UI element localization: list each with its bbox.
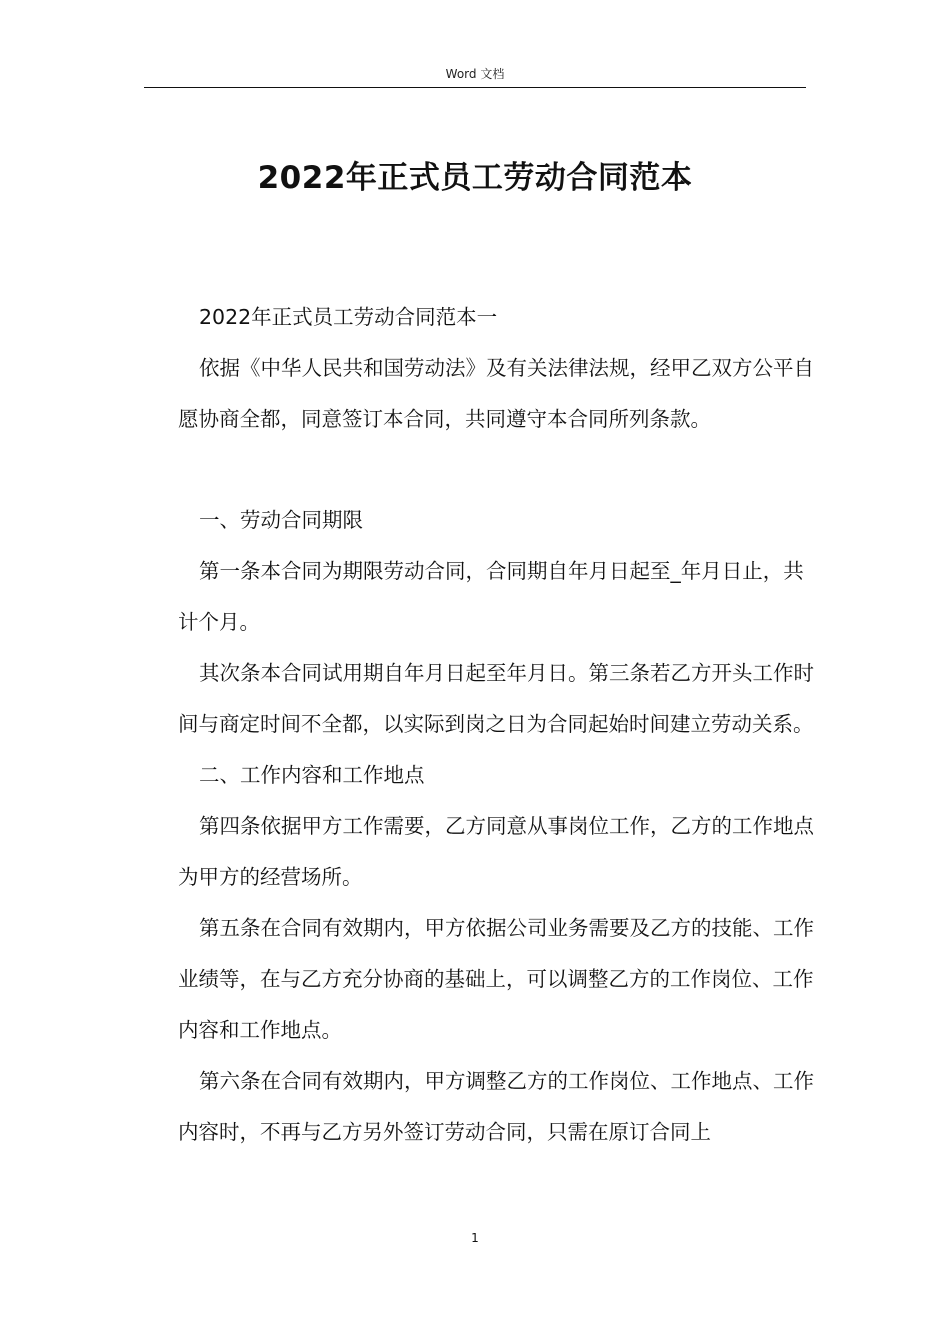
paragraph-article-4: 第四条依据甲方工作需要，乙方同意从事岗位工作，乙方的工作地点为甲方的经营场所。 (178, 814, 814, 889)
document-title: 2022年正式员工劳动合同范本 (257, 160, 693, 196)
paragraph-preamble: 依据《中华人民共和国劳动法》及有关法律法规，经甲乙双方公平自愿协商全都，同意签订本合同，共同遵守本合同所列条款。 (178, 356, 814, 431)
section-heading-work: 二、工作内容和工作地点 (199, 763, 425, 787)
paragraph-article-6: 第六条在合同有效期内，甲方调整乙方的工作岗位、工作地点、工作内容时，不再与乙方另外签订劳动合同，只需在原订合同上 (178, 1069, 814, 1144)
page-number: 1 (471, 1231, 479, 1245)
paragraph-article-1: 第一条本合同为期限劳动合同，合同期自年月日起至_年月日止，共计个月。 (178, 559, 804, 634)
paragraph-subtitle: 2022年正式员工劳动合同范本一 (199, 305, 498, 329)
header-divider (144, 87, 806, 88)
paragraph-article-5: 第五条在合同有效期内，甲方依据公司业务需要及乙方的技能、工作业绩等，在与乙方充分协商的基础上，可以调整乙方的工作岗位、工作内容和工作地点。 (178, 916, 814, 1042)
page-header: Word 文档 (445, 67, 505, 81)
paragraph-article-2-3: 其次条本合同试用期自年月日起至年月日。第三条若乙方开头工作时间与商定时间不全都，以实际到岗之日为合同起始时间建立劳动关系。 (178, 661, 814, 736)
document-body (178, 292, 818, 1158)
section-heading-term: 一、劳动合同期限 (199, 508, 363, 532)
